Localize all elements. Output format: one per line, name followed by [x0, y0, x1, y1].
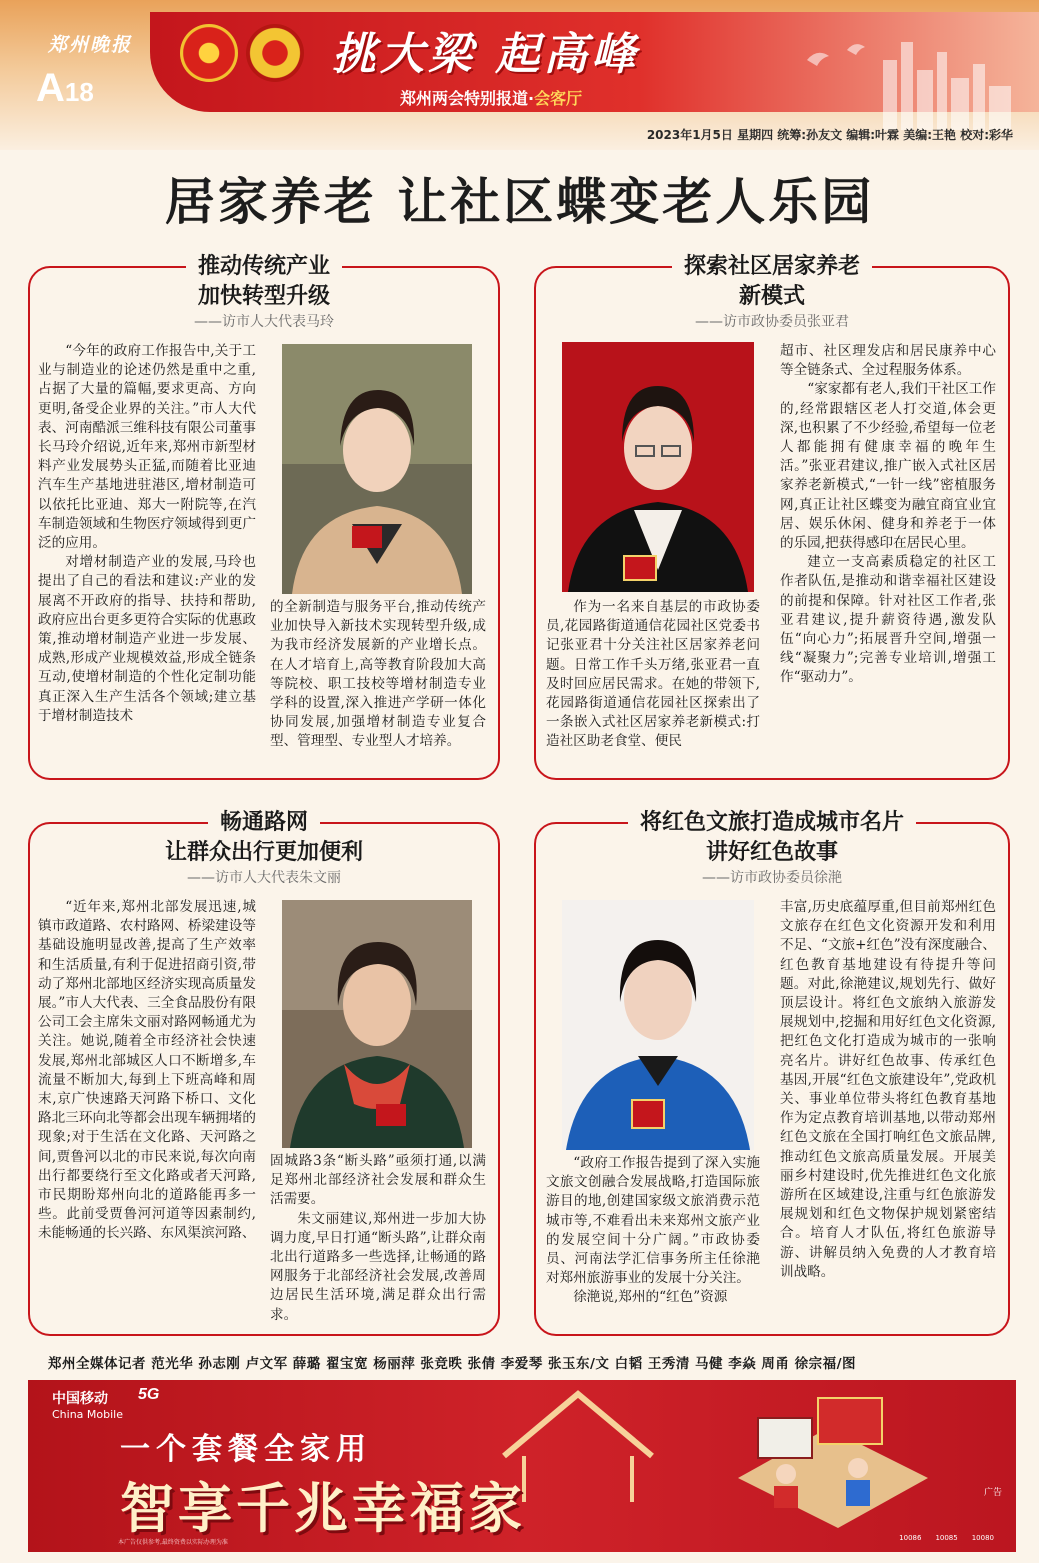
ad-fine-print: 本广告仅供参考,最终资费以实际办理为准	[118, 1539, 228, 1546]
newspaper-brand: 郑州晚报	[48, 34, 133, 56]
hotline-number: 10085	[935, 1534, 958, 1542]
masthead	[0, 0, 1039, 150]
article-header-xu-yan	[534, 808, 1010, 888]
portrait-photo-xu-yan	[562, 900, 754, 1150]
reporter-credits: 郑州全媒体记者 范光华 孙志刚 卢文军 薛璐 翟宝宽 杨丽萍 张竞昳 张倩 李爱琴 张玉东/文 白韬 王秀清 马健 李焱 周甬 徐宗福/图	[48, 1356, 857, 1372]
portrait-photo-zhang-yajun	[562, 342, 754, 592]
article-paragraph: 的全新制造与服务平台,推动传统产业加快导入新技术实现转型升级,成为我市经济发展新的产业增长点。在人才培育上,高等教育阶段加大高等院校、职工技校等增材制造专业学科的设置,深入推进产学研一体化协同发展,加强增材制造专业复合型、管理型、专业型人才培养。	[270, 599, 486, 750]
article-column	[780, 342, 996, 776]
article-column	[780, 898, 996, 1332]
article-column	[270, 598, 486, 776]
article-column	[546, 598, 760, 776]
article-byline: ——访市政协委员徐滟	[702, 870, 842, 886]
article-paragraph: 建立一支高素质稳定的社区工作者队伍,是推动和谐幸福社区建设的前提和保障。针对社区工作者,张亚君建议,提升薪资待遇,激发队伍“向心力”;拓展晋升空间,增强一线“凝聚力”;完善专业培训,增强工作“驱动力”。	[780, 554, 996, 686]
page-number	[36, 66, 94, 111]
city-skyline-icon	[787, 20, 1027, 130]
article-byline: ——访市政协委员张亚君	[695, 314, 849, 330]
article-byline: ——访市人大代表朱文丽	[187, 870, 341, 886]
article-title-line1: 畅通路网	[208, 808, 320, 838]
article-paragraph: “政府工作报告提到了深入实施文旅文创融合发展战略,打造国际旅游目的地,创建国家级文旅消费示范城市等,不难看出未来郑州文旅产业的发展空间十分广阔。”市政协委员、河南法学汇信事务所主任徐滟对郑州旅游事业的发展十分关注。	[546, 1155, 760, 1287]
article-column	[38, 898, 256, 1332]
page-letter: A	[36, 66, 65, 110]
article-title-line1: 推动传统产业	[186, 252, 342, 282]
section-subtitle-tag: 会客厅	[534, 89, 583, 108]
ad-slogan-line1: 一个套餐全家用	[120, 1432, 372, 1467]
article-column	[546, 1154, 760, 1332]
ad-label: 广告	[983, 1488, 1002, 1498]
article-title-line2: 讲好红色故事	[705, 840, 838, 865]
page-digits: 18	[64, 77, 94, 107]
hotline-number: 10080	[971, 1534, 994, 1542]
article-column	[270, 1152, 486, 1332]
article-paragraph: 作为一名来自基层的市政协委员,花园路街道通信花园社区党委书记张亚君十分关注社区居家养老问题。日常工作千头万绪,张亚君一直及时回应居民需求。在她的带领下,花园路街道通信花园社区探索出了一条嵌入式社区居家养老新模式:打造社区助老食堂、便民	[546, 599, 760, 750]
article-header-zhang-yajun	[534, 252, 1010, 332]
page-headline: 居家养老 让社区蝶变老人乐园	[164, 173, 875, 231]
article-paragraph: “近年来,郑州北部发展迅速,城镇市政道路、农村路网、桥梁建设等基础设施明显改善,提高了生产效率和生活质量,有利于促进招商引资,带动了郑州北部地区经济实现高质量发展。”市人大代表、三全食品股份有限公司工会主席朱文丽对路网畅通尤为关注。她说,随着全市经济社会快速发展,郑州北部城区人口不断增多,车流量不断加大,每到上下班高峰和周末,京广快速路天河路下桥口、文化路北三环向北等都会出现车辆拥堵的现象;对于生活在文化路、天河路之间,贾鲁河以北的市民来说,每次向南出行都要绕行至文化路或者天河路,市民期盼郑州向北的道路能再多一些。此前受贾鲁河河道等因素制约,未能畅通的长兴路、东风渠滨河路、	[38, 899, 256, 1242]
article-paragraph: “家家都有老人,我们干社区工作的,经常跟辖区老人打交道,体会更深,也积累了不少经验,希望每一位老人都能拥有健康幸福的晚年生活。”张亚君建议,推广嵌入式社区居家养老新模式,“一针一线”密植服务网,真正让社区蝶变为融宜商宜业宜居、娱乐休闲、健身和养老于一体的乐园,把获得感印在居民心里。	[780, 381, 996, 552]
national-emblem-icon	[180, 24, 238, 82]
section-subtitle-text: 郑州两会特别报道·	[400, 89, 535, 108]
ad-slogan-line2: 智享千兆幸福家	[120, 1477, 526, 1540]
article-title-line2: 加快转型升级	[197, 284, 330, 309]
ad-logo-en: China Mobile	[52, 1408, 124, 1421]
article-header-ma-ling	[28, 252, 500, 332]
dateline: 2023年1月5日 星期四 统筹:孙友文 编辑:叶霖 美编:王艳 校对:彩华	[646, 128, 1013, 142]
article-paragraph: 朱文丽建议,郑州进一步加大协调力度,早日打通“断头路”,让群众南北出行道路多一些选择,让畅通的路网服务于北部经济社会发展,改善周边居民生活环境,满足群众出行需求。	[270, 1210, 486, 1323]
article-column	[38, 342, 256, 776]
ad-hotlines	[899, 1534, 994, 1542]
china-mobile-logo	[52, 1388, 123, 1421]
portrait-photo-zhu-wenli	[282, 900, 472, 1148]
article-paragraph: 对增材制造产业的发展,马玲也提出了自己的看法和建议:产业的发展离不开政府的指导、扶持和帮助,政府应出台更多更符合实际的优惠政策,推动增材制造产业进一步发展、成熟,形成产业规模效益,形成全链条互动,使增材制造的个性化定制功能真正深入生产生活各个领域;建立基于增材制造技术	[38, 554, 256, 724]
article-paragraph: 超市、社区理发店和居民康养中心等全链条式、全过程服务体系。	[780, 343, 996, 379]
article-byline: ——访市人大代表马玲	[194, 314, 334, 330]
china-mobile-advertisement	[28, 1380, 1016, 1552]
article-header-zhu-wenli	[28, 808, 500, 888]
section-subtitle	[400, 86, 582, 109]
article-paragraph: 丰富,历史底蕴厚重,但目前郑州红色文旅存在红色文化资源开发和利用不足、“文旅+红色”没有深度融合、红色教育基地建设有待提升等问题。对此,徐滟建议,规划先行、做好顶层设计。将红色文旅纳入旅游发展规划中,挖掘和用好红色文化资源,把红色文化打造成为城市的一张响亮名片。讲好红色故事、传承红色基因,开展“红色文旅建设年”,党政机关、事业单位带头将红色教育基地作为定点教育培训基地,以带动郑州红色文旅在全国打响红色文旅品牌,推动红色文旅高质量发展。开展美丽乡村建设时,优先推进红色文化旅游所在区域建设,注重与红色旅游发展规划和红色文物保护规划紧密结合。培育人才队伍,将红色旅游导游、讲解员纳入免费的人才教育培训战略。	[780, 899, 996, 1280]
article-title-line1: 将红色文旅打造成城市名片	[628, 808, 916, 838]
family-living-room-icon	[718, 1388, 938, 1538]
ad-logo-cn: 中国移动	[52, 1391, 108, 1407]
article-title-line2: 新模式	[738, 284, 805, 309]
ad-5g-badge: 5G	[138, 1386, 160, 1403]
article-paragraph: “今年的政府工作报告中,关于工业与制造业的论述仍然是重中之重,占据了大量的篇幅,要求更高、方向更明,备受企业界的关注。”市人大代表、河南酷派三维科技有限公司董事长马玲介绍说,近年来,郑州市新型材料产业发展势头正猛,而随着比亚迪汽车生产基地进驻港区,增材制造可以依托比亚迪、郑大一附院等,在汽车制造领域和生物医疗领域得到更广泛的应用。	[38, 343, 256, 552]
article-title-line1: 探索社区居家养老	[672, 252, 872, 282]
article-title-line2: 让群众出行更加便利	[164, 840, 363, 865]
hotline-number: 10086	[899, 1534, 922, 1542]
portrait-photo-ma-ling	[282, 344, 472, 594]
article-paragraph: 固城路3条“断头路”亟须打通,以满足郑州北部经济社会发展和群众生活需要。	[270, 1153, 486, 1208]
article-paragraph: 徐滟说,郑州的“红色”资源	[573, 1289, 728, 1306]
cppcc-emblem-icon	[246, 24, 304, 82]
section-title: 挑大梁 起高峰	[332, 29, 640, 80]
